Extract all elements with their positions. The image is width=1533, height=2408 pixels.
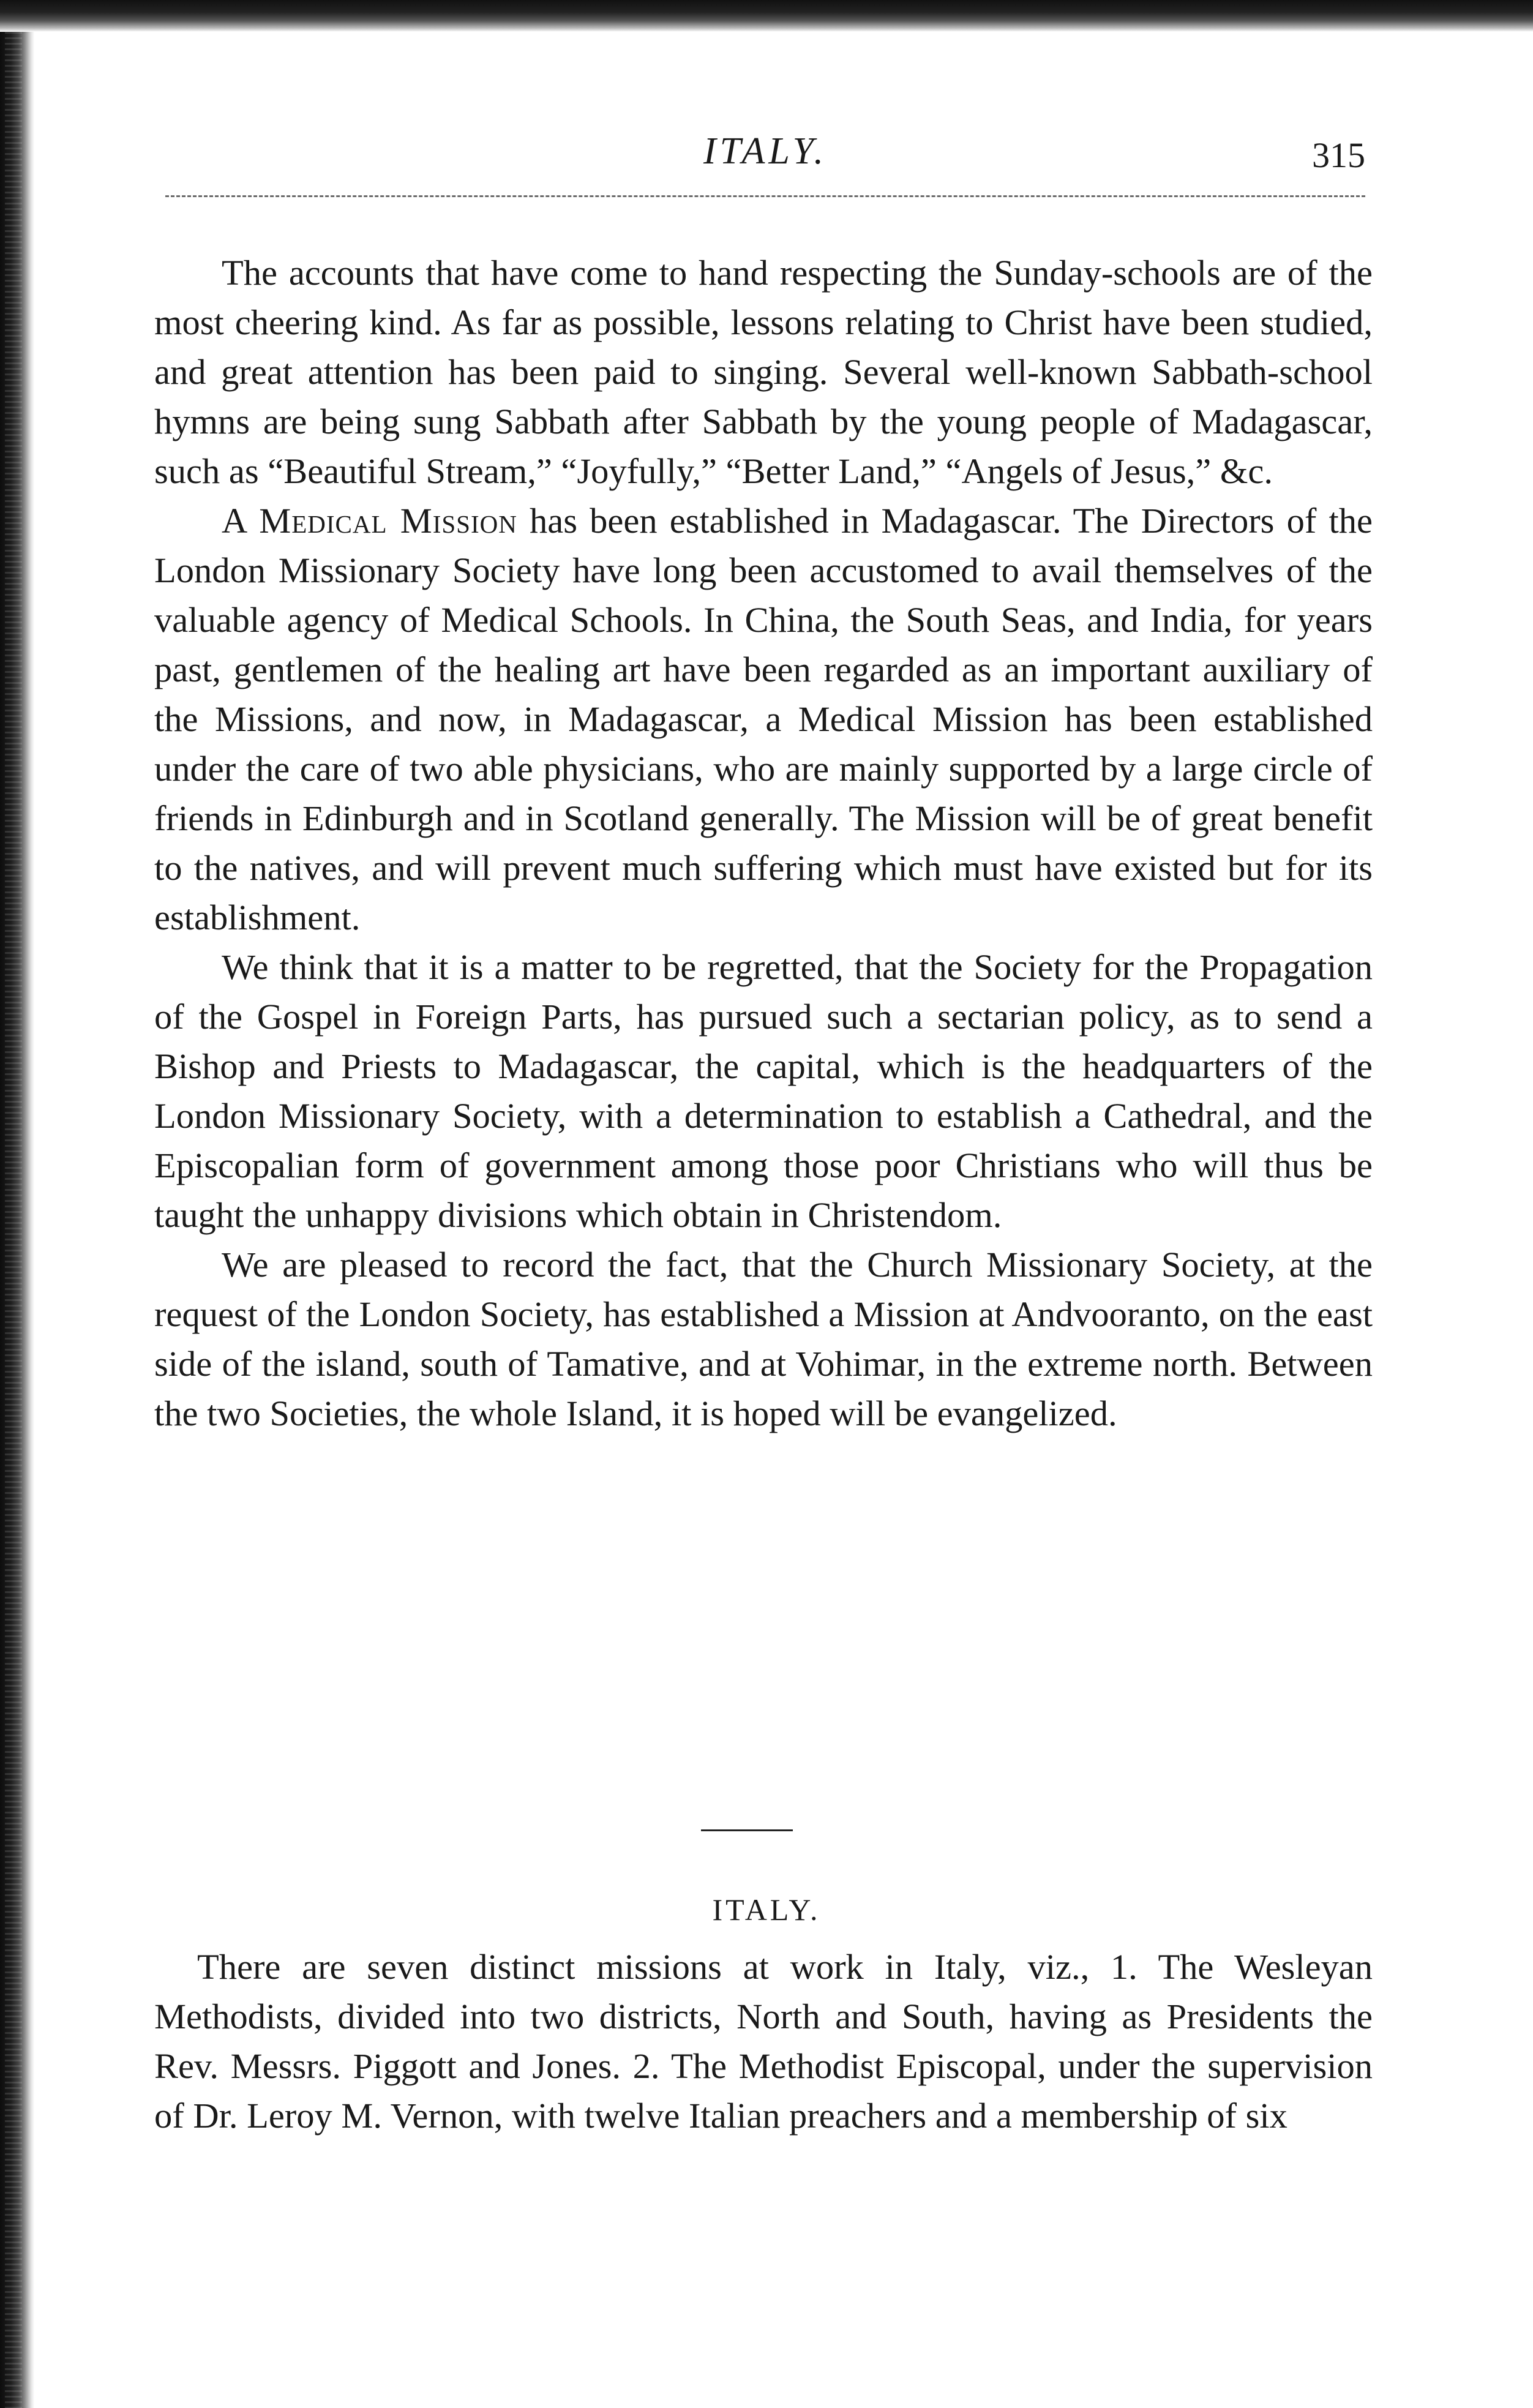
paragraph-church-missionary: We are pleased to record the fact, that the Church Missionary Society, at the request of the London Society, has established a Mission at Andvooranto, on the east side of the island, south of Tamative, and at Vohimar, in the extreme north. Between the two Societies, the whole Island, it is hoped will be evangelized. <box>154 1245 1373 1433</box>
italy-section-body <box>154 1942 1373 2140</box>
medical-mission-text: has been established in Madagascar. The Directors of the London Missionary Society have long been accustomed to avail themselves of the valuable agency of Medical Schools. In China, the South Seas, and India, for years past, gentlemen of the healing art have been regarded as an important auxiliary of the Missions, and now, in Madagascar, a Medical Mission has been established under the care of two able physicians, who are mainly supported by a large circle of friends in Edinburgh and in Scotland generally. The Mission will be of great benefit to the natives, and will prevent much suffering which must have existed but for its establishment. <box>154 501 1373 937</box>
paragraph-sunday-schools: The accounts that have come to hand respecting the Sunday-schools are of the most cheering kind. As far as possible, lessons relating to Christ have been studied, and great attention has been paid to singing. Several well-known Sabbath-school hymns are being sung Sabbath after Sabbath by the young people of Madagascar, such as “Beautiful Stream,” “Joyfully,” “Better Land,” “Angels of Jesus,” &c. <box>154 253 1373 491</box>
medical-mission-lead: A Medical Mission <box>222 501 517 541</box>
paragraph-italy-missions: There are seven distinct missions at work in Italy, viz., 1. The Wesleyan Methodists, divided into two districts, North and South, having as Presidents the Rev. Messrs. Piggott and Jones. 2. The Methodist Episcopal, under the supervision of Dr. Leroy M. Vernon, with twelve Italian preachers and a membership of six <box>154 1947 1373 2136</box>
paragraph-medical-mission <box>154 496 1373 942</box>
scan-binding-edge <box>0 32 34 2408</box>
section-heading-italy: ITALY. <box>712 1892 821 1927</box>
running-title: ITALY. <box>703 130 827 172</box>
section-divider <box>701 1829 793 1831</box>
article-body <box>154 248 1373 1438</box>
paragraph-propagation-society: We think that it is a matter to be regretted, that the Society for the Propagation of the Gospel in Foreign Parts, has pursued such a sectarian policy, as to send a Bishop and Priests to Madagascar, the capital, which is the headquarters of the London Missionary Society, with a determination to establish a Cathedral, and the Episcopalian form of government among those poor Christians who will thus be taught the unhappy divisions which obtain in Christendom. <box>154 947 1373 1235</box>
header-rule <box>165 195 1365 197</box>
page-header <box>165 130 1365 197</box>
scan-top-edge <box>0 0 1533 32</box>
page-number: 315 <box>1312 135 1365 175</box>
